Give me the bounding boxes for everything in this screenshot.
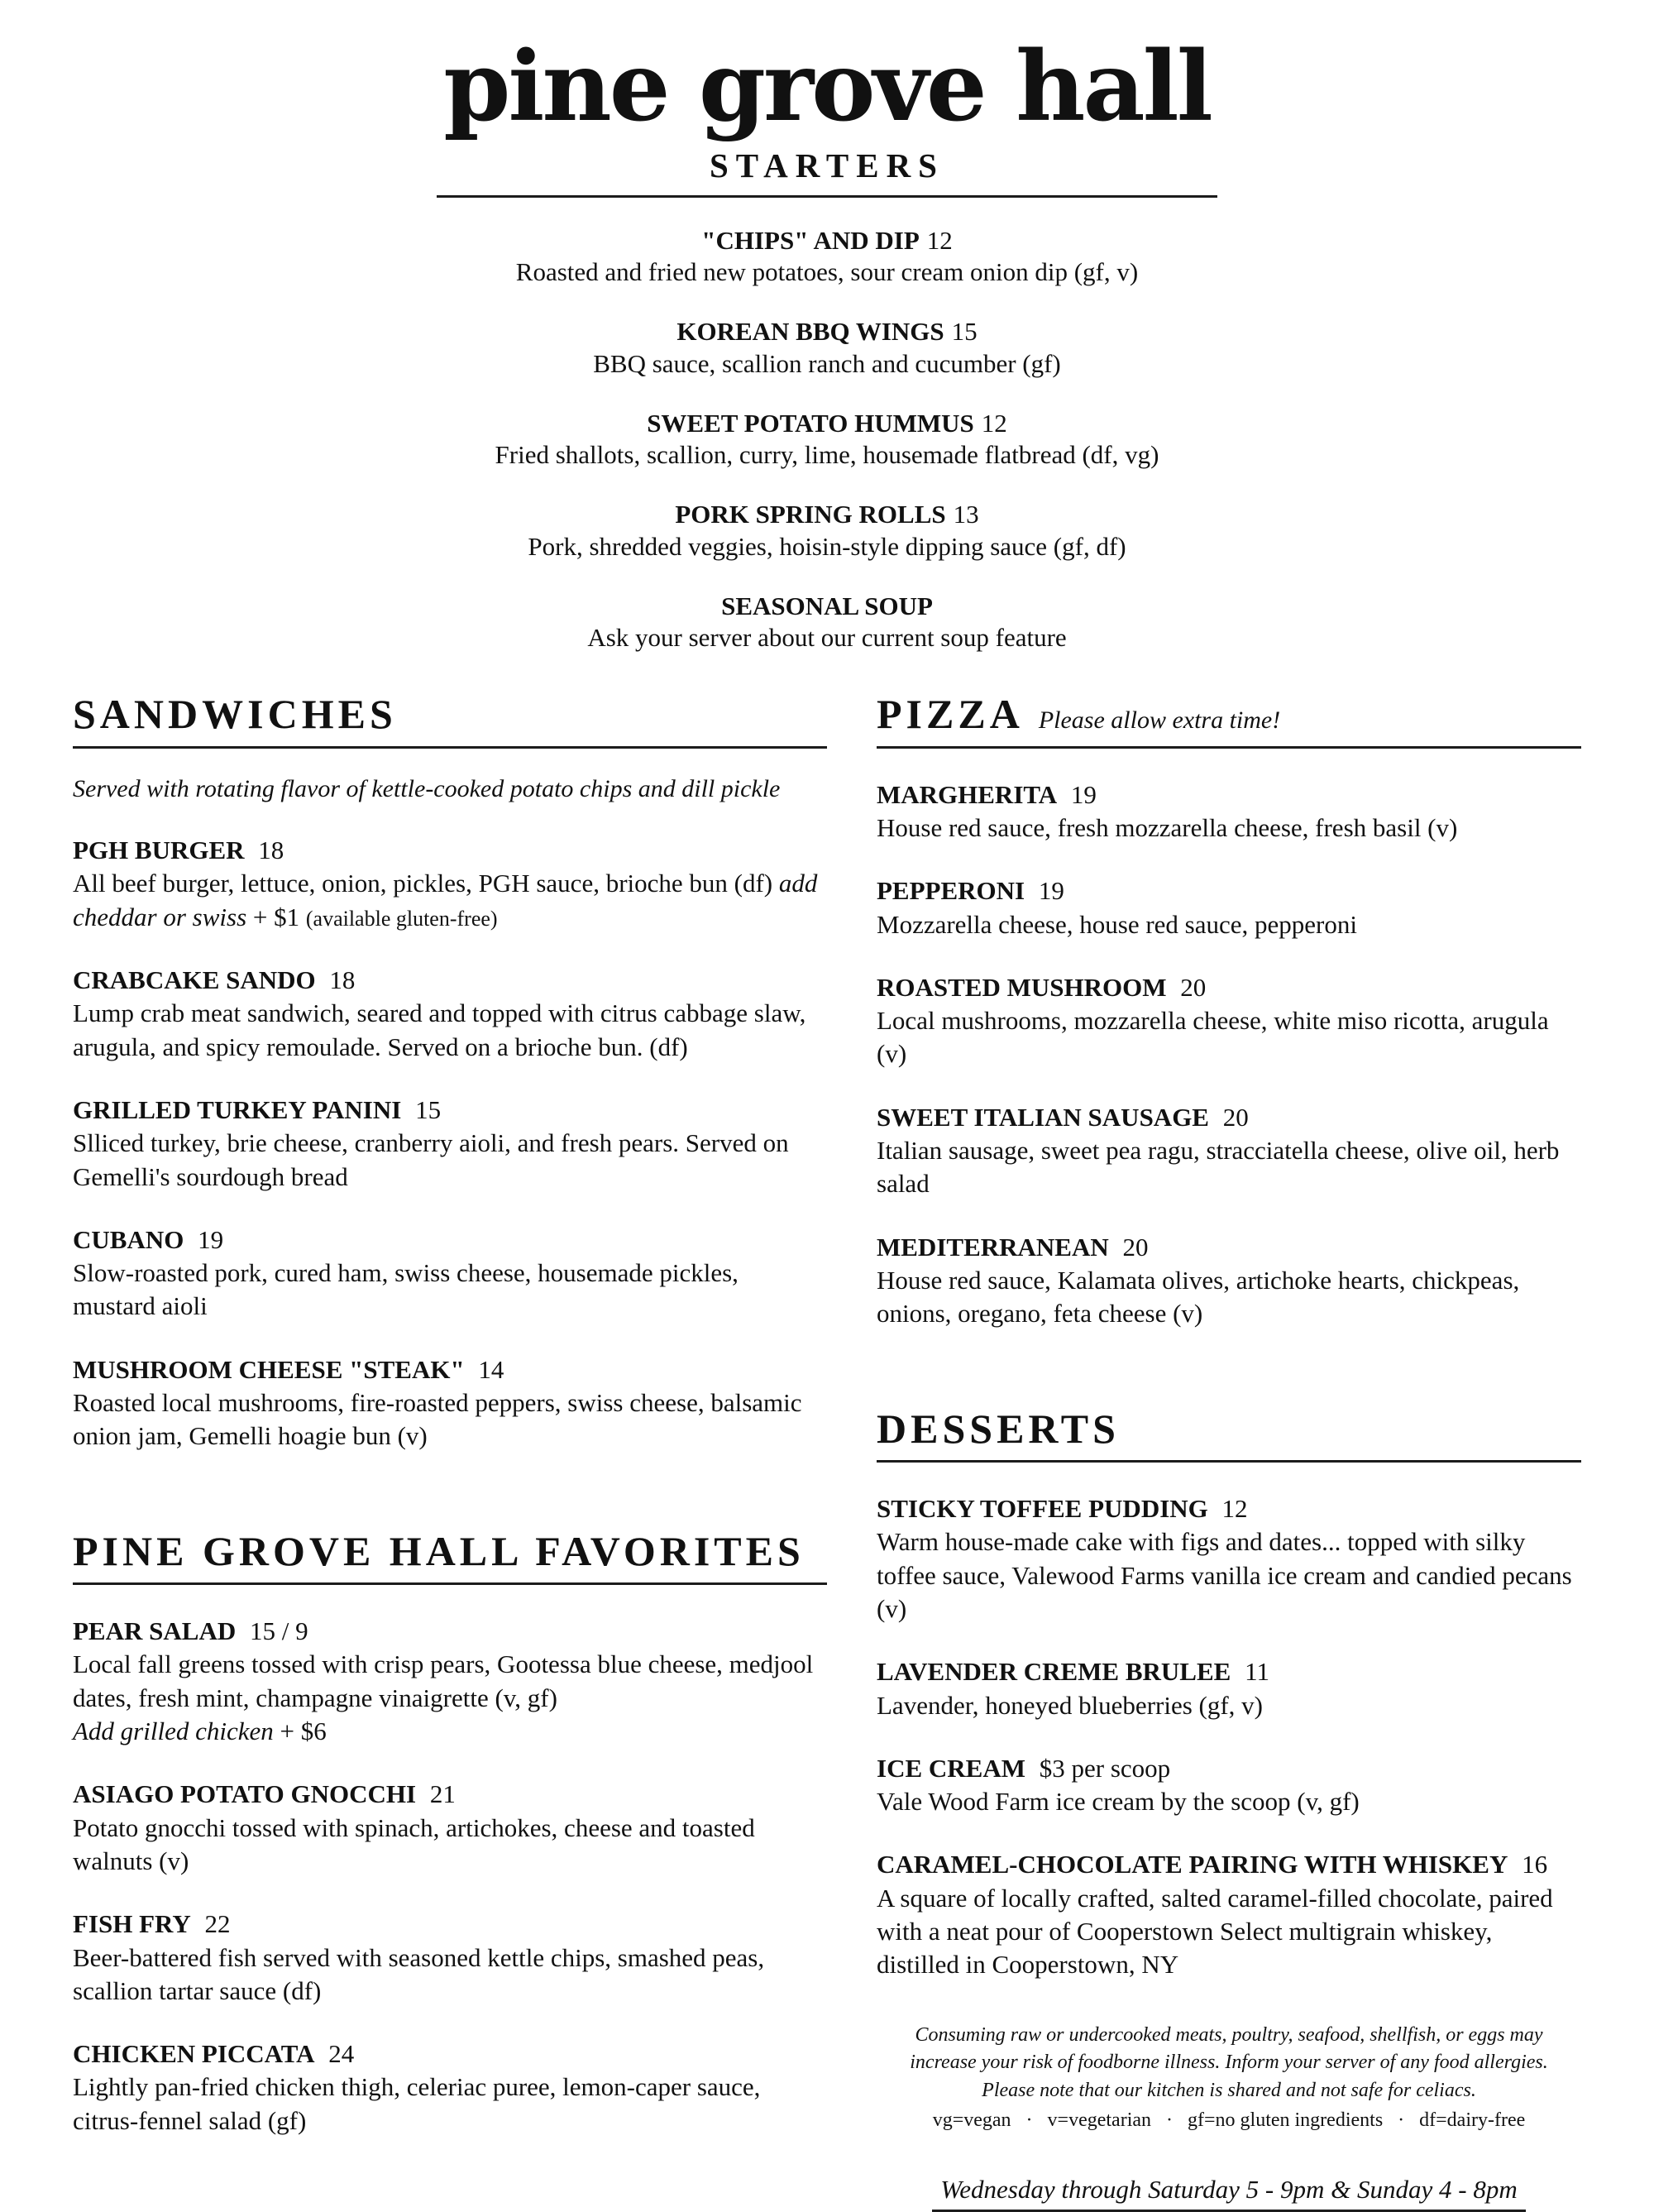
item-price: 21: [429, 1779, 456, 1809]
menu-item-pear-salad: [73, 1615, 827, 1748]
menu-item-crabcake-sando: [73, 964, 827, 1064]
menu-item-sticky-toffee-pudding: [877, 1492, 1581, 1625]
item-name: ICE CREAM: [877, 1753, 1025, 1783]
sandwiches-title: SANDWICHES: [73, 691, 397, 738]
item-name: PGH BURGER: [73, 835, 245, 865]
menu-item-pgh-burger: [73, 834, 827, 934]
item-price: 20: [1122, 1232, 1149, 1262]
disclaimer-line: Consuming raw or undercooked meats, poultry, seafood, shellfish, or eggs may: [915, 2023, 1543, 2046]
sandwiches-note: Served with rotating flavor of kettle-cooked potato chips and dill pickle: [73, 774, 781, 802]
section-starters: [437, 147, 1217, 655]
left-column: [73, 692, 827, 2212]
item-description: Potato gnocchi tossed with spinach, artichokes, cheese and toasted walnuts (v): [73, 1812, 755, 1875]
item-name: PEPPERONI: [877, 876, 1025, 906]
item-name: CARAMEL-CHOCOLATE PAIRING WITH WHISKEY: [877, 1850, 1508, 1879]
item-price: 24: [328, 2039, 355, 2069]
item-price: 18: [329, 965, 356, 995]
menu-item-mediterranean: [877, 1231, 1581, 1331]
menu-item-sweet-italian-sausage: [877, 1101, 1581, 1201]
favorites-header: [73, 1527, 827, 1586]
item-name: SWEET ITALIAN SAUSAGE: [877, 1102, 1209, 1132]
item-name: "CHIPS" AND DIP: [701, 225, 920, 255]
opening-hours: Wednesday through Saturday 5 - 9pm & Sunday 4 - 8pm: [932, 2175, 1525, 2212]
item-price: 11: [1245, 1657, 1269, 1687]
item-description: Roasted and fried new potatoes, sour cream onion dip (gf, v): [515, 257, 1139, 287]
item-name: MUSHROOM CHEESE "STEAK": [73, 1354, 465, 1384]
item-name: KOREAN BBQ WINGS: [676, 317, 944, 347]
item-name: LAVENDER CREME BRULEE: [877, 1657, 1231, 1687]
menu-item-pepperoni: [877, 874, 1581, 941]
item-description: Italian sausage, sweet pea ragu, stracciatella cheese, olive oil, herb salad: [877, 1136, 1560, 1199]
starters-divider: [437, 195, 1217, 198]
item-description: Local fall greens tossed with crisp pears, Gootessa blue cheese, medjool dates, fresh mint, champagne vinaigrette (v, gf): [73, 1649, 814, 1712]
item-price: 20: [1222, 1102, 1249, 1132]
right-column: [877, 692, 1581, 2212]
item-name: CUBANO: [73, 1224, 184, 1254]
item-name: PORK SPRING ROLLS: [675, 500, 946, 529]
item-name: ASIAGO POTATO GNOCCHI: [73, 1779, 417, 1809]
starters-title: STARTERS: [710, 146, 944, 184]
menu-item-seasonal-soup: [437, 591, 1217, 655]
desserts-header: [877, 1407, 1581, 1463]
item-description: A square of locally crafted, salted caramel-filled chocolate, paired with a neat pour of Cooperstown Select multigrain whiskey, distilled in Cooperstown, NY: [877, 1883, 1553, 1980]
item-name: MARGHERITA: [877, 779, 1058, 809]
item-name: CHICKEN PICCATA: [73, 2039, 315, 2069]
sandwiches-header: [73, 692, 827, 749]
item-description: Slliced turkey, brie cheese, cranberry aioli, and fresh pears. Served on Gemelli's sourdough bread: [73, 1128, 789, 1191]
pizza-note: Please allow extra time!: [1038, 706, 1281, 735]
item-price: 15 / 9: [249, 1616, 308, 1646]
dietary-legend: vg=vegan · v=vegetarian · gf=no gluten ingredients · df=dairy-free: [932, 2109, 1526, 2132]
item-name: CRABCAKE SANDO: [73, 965, 316, 995]
menu-item-chicken-piccata: [73, 2037, 827, 2138]
item-price: 20: [1180, 972, 1207, 1002]
menu-columns: [0, 692, 1654, 2212]
item-description: House red sauce, Kalamata olives, artichoke hearts, chickpeas, onions, oregano, feta cheese (v): [877, 1265, 1520, 1329]
hours-row: [877, 2175, 1581, 2212]
menu-item-cubano: [73, 1223, 827, 1324]
menu-item-pork-spring-rolls: [437, 499, 1217, 563]
item-description: Beer-battered fish served with seasoned kettle chips, smashed peas, scallion tartar sauce (df): [73, 1942, 765, 2005]
menu-item-asiago-potato-gnocchi: [73, 1778, 827, 1878]
item-description: House red sauce, fresh mozzarella cheese, fresh basil (v): [877, 812, 1458, 842]
item-name: ROASTED MUSHROOM: [877, 972, 1167, 1002]
item-description: Ask your server about our current soup feature: [587, 623, 1067, 653]
item-description: Lavender, honeyed blueberries (gf, v): [877, 1690, 1263, 1720]
item-price: 12: [926, 225, 953, 255]
pizza-title: PIZZA: [877, 691, 1024, 738]
pizza-header: [877, 692, 1581, 749]
menu-item-fish-fry: [73, 1908, 827, 2008]
item-description: Mozzarella cheese, house red sauce, pepperoni: [877, 909, 1357, 939]
menu-item-caramel-chocolate-pairing: [877, 1848, 1581, 1981]
menu-item-korean-bbq-wings: [437, 316, 1217, 381]
item-name: GRILLED TURKEY PANINI: [73, 1094, 402, 1124]
disclaimer-line: increase your risk of foodborne illness. Inform your server of any food allergies.: [910, 2052, 1548, 2074]
menu-item-chips-and-dip: [437, 225, 1217, 290]
item-name: PEAR SALAD: [73, 1616, 237, 1646]
menu-item-ice-cream: [877, 1752, 1581, 1819]
restaurant-logo: pine grove hall: [443, 31, 1211, 143]
desserts-title: DESSERTS: [877, 1405, 1120, 1452]
item-description: Warm house-made cake with figs and dates... topped with silky toffee sauce, Valewood Farms vanilla ice cream and candied pecans (v): [877, 1527, 1572, 1623]
item-price: 16: [1522, 1850, 1548, 1879]
item-description: Local mushrooms, mozzarella cheese, white miso ricotta, arugula (v): [877, 1006, 1549, 1069]
item-price: 12: [1221, 1494, 1248, 1524]
item-description: All beef burger, lettuce, onion, pickles, PGH sauce, brioche bun (df) add cheddar or swiss + $1 (available gluten-free): [73, 869, 818, 931]
item-description: Pork, shredded veggies, hoisin-style dipping sauce (gf, df): [528, 531, 1126, 561]
item-name: SEASONAL SOUP: [721, 591, 933, 620]
disclaimer-line: Please note that our kitchen is shared and not safe for celiacs.: [982, 2079, 1476, 2101]
item-name: SWEET POTATO HUMMUS: [647, 408, 974, 438]
item-price: 22: [204, 1909, 231, 1939]
item-description: Vale Wood Farm ice cream by the scoop (v, gf): [877, 1787, 1360, 1817]
item-price: 14: [478, 1354, 504, 1384]
item-description: Lightly pan-fried chicken thigh, celeriac puree, lemon-caper sauce, citrus-fennel salad (gf): [73, 2072, 761, 2135]
menu-item-roasted-mushroom: [877, 971, 1581, 1071]
item-name: STICKY TOFFEE PUDDING: [877, 1494, 1208, 1524]
item-description: BBQ sauce, scallion ranch and cucumber (gf): [593, 348, 1061, 378]
item-name: FISH FRY: [73, 1909, 191, 1939]
menu-item-grilled-turkey-panini: [73, 1094, 827, 1194]
item-price: 19: [1070, 779, 1097, 809]
menu-item-lavender-creme-brulee: [877, 1655, 1581, 1722]
menu-item-margherita: [877, 778, 1581, 845]
item-addon: Add grilled chicken + $6: [73, 1716, 327, 1746]
item-price: $3 per scoop: [1039, 1753, 1171, 1783]
item-description: Roasted local mushrooms, fire-roasted peppers, swiss cheese, balsamic onion jam, Gemelli hoagie bun (v): [73, 1388, 802, 1451]
menu-item-mushroom-cheese-steak: [73, 1353, 827, 1453]
item-description: Fried shallots, scallion, curry, lime, housemade flatbread (df, vg): [495, 440, 1159, 470]
item-price: 12: [981, 408, 1007, 438]
item-name: MEDITERRANEAN: [877, 1232, 1109, 1262]
favorites-title: PINE GROVE HALL FAVORITES: [73, 1527, 805, 1574]
item-price: 15: [415, 1094, 442, 1124]
allergy-disclaimer: [877, 2022, 1581, 2105]
item-price: 18: [258, 835, 284, 865]
item-price: 19: [198, 1224, 224, 1254]
item-description: Slow-roasted pork, cured ham, swiss cheese, housemade pickles, mustard aioli: [73, 1258, 739, 1321]
item-price: 15: [951, 317, 978, 347]
item-price: 13: [953, 500, 979, 529]
item-price: 19: [1038, 876, 1064, 906]
menu-item-sweet-potato-hummus: [437, 408, 1217, 472]
item-description: Lump crab meat sandwich, seared and topped with citrus cabbage slaw, arugula, and spicy remoulade. Served on a brioche bun. (df): [73, 998, 806, 1061]
